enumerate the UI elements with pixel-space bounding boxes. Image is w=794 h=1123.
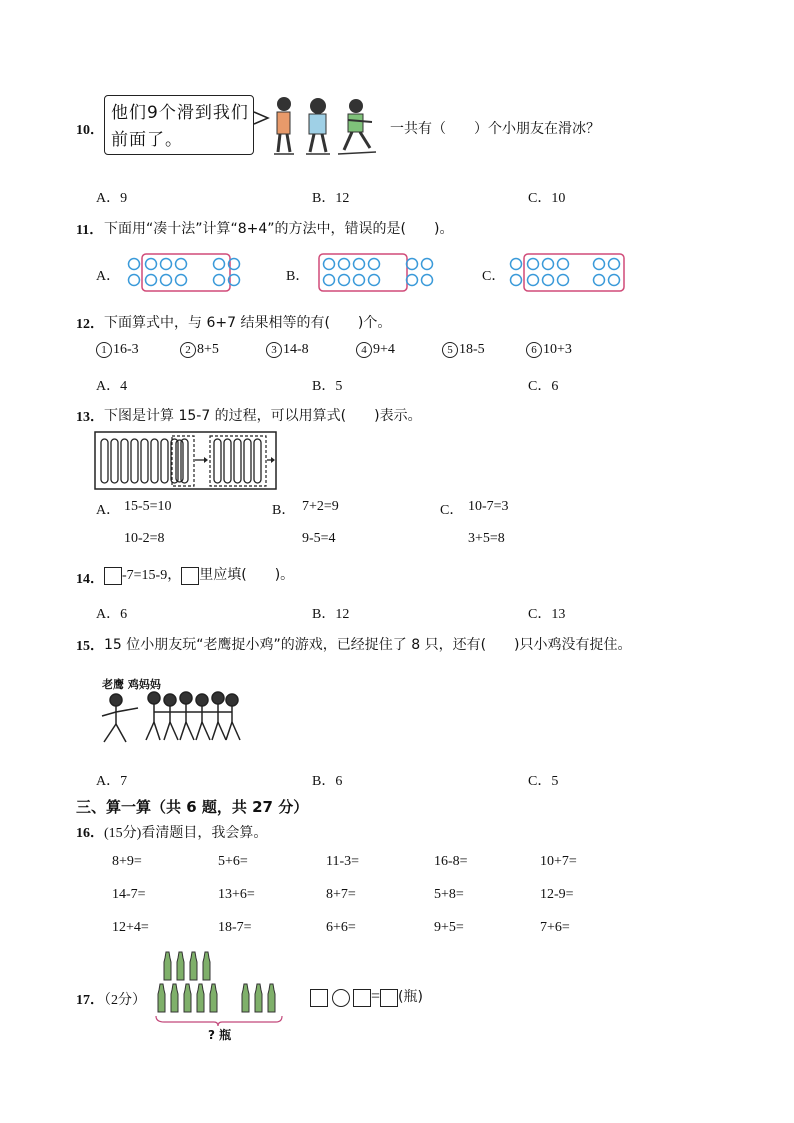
q14-option-c: C．13 (528, 607, 566, 622)
operator-circle (332, 989, 350, 1007)
bottle-icon (255, 984, 262, 1012)
calc-item: 5+8= (434, 887, 464, 902)
q12-option-b: B．5 (312, 379, 343, 394)
calc-item: 8+7= (326, 887, 356, 902)
q11-text: 下面用“凑十法”计算“8+4”的方法中，错误的是( )。 (104, 221, 454, 237)
bottle-icon (184, 984, 191, 1012)
speech-line-2: 前面了。 (111, 130, 183, 150)
q13-option-b-label: B． (272, 503, 296, 518)
q13-option-c-line2: 3+5=8 (468, 531, 505, 546)
q11-bead-diagram-c (510, 252, 628, 294)
q14-text-a: -7=15-9， (122, 568, 182, 583)
q12-item-5-expr: 18-5 (459, 342, 485, 358)
q11-option-b-label: B． (286, 269, 310, 284)
q12-item-6-expr: 10+3 (543, 342, 572, 358)
q16-number: 16． (76, 826, 104, 841)
q17-points: （2分） (104, 993, 146, 1008)
q12-text: 下面算式中，与 6+7 结果相等的有( )个。 (104, 315, 392, 331)
q13-option-a-line2: 10-2=8 (124, 531, 165, 546)
bottle-icon (203, 952, 210, 980)
q11-option-a-label: A． (96, 269, 121, 284)
q17-number: 17． (76, 993, 104, 1008)
bottle-icon (268, 984, 275, 1012)
q12-item-1 (96, 342, 139, 358)
bottle-icon (177, 952, 184, 980)
q17-header (76, 989, 146, 1009)
answer-box (380, 989, 398, 1007)
equals-sign: = (371, 988, 381, 1005)
q12-item-3 (266, 342, 309, 358)
circled-number-6: 6 (526, 342, 542, 358)
q16-header (76, 822, 267, 842)
q12-item-3-expr: 14-8 (283, 342, 309, 358)
calc-item: 8+9= (112, 854, 142, 869)
q10-number: 10． (76, 123, 104, 138)
q16-points: (15分) (104, 826, 142, 841)
circled-number-4: 4 (356, 342, 372, 358)
q13-option-c-line1: 10-7=3 (468, 499, 509, 514)
q15-option-b: B．6 (312, 774, 343, 789)
bottle-icon (158, 984, 165, 1012)
q12-item-4-expr: 9+4 (373, 342, 395, 358)
q12-item-6 (526, 342, 572, 358)
bottle-icon (242, 984, 249, 1012)
unit-label: (瓶) (398, 989, 423, 1005)
q15-option-c: C．5 (528, 774, 559, 789)
bottle-icon (210, 984, 217, 1012)
q15-text: 15 位小朋友玩“老鹰捉小鸡”的游戏，已经捉住了 8 只，还有( )只小鸡没有捉住。 (104, 637, 632, 653)
q10-option-c: C．10 (528, 191, 566, 206)
q12-item-4 (356, 342, 395, 358)
q12-option-a: A．4 (96, 379, 128, 394)
circled-number-1: 1 (96, 342, 112, 358)
q14-option-b: B．12 (312, 607, 350, 622)
q12-item-2 (180, 342, 219, 358)
calc-item: 7+6= (540, 920, 570, 935)
brace-icon (156, 1016, 282, 1026)
calc-item: 18-7= (218, 920, 252, 935)
speech-bubble (104, 95, 254, 155)
q11-bead-diagram-b (318, 252, 436, 294)
answer-box (353, 989, 371, 1007)
q10-option-a: A．9 (96, 191, 128, 206)
q11-number: 11． (76, 223, 104, 238)
calc-item: 12-9= (540, 887, 574, 902)
q13-number: 13． (76, 410, 104, 425)
q11-option-c-label: C． (482, 269, 506, 284)
bottle-icon (171, 984, 178, 1012)
calc-item: 10+7= (540, 854, 577, 869)
q13-stick-diagram (94, 431, 278, 491)
q13-option-b-line1: 7+2=9 (302, 499, 339, 514)
q15-option-a: A．7 (96, 774, 128, 789)
q13-text: 下图是计算 15-7 的过程，可以用算式( )表示。 (104, 408, 422, 424)
bottle-icon (190, 952, 197, 980)
q14-text (104, 564, 294, 585)
q12-option-c: C．6 (528, 379, 559, 394)
q14-text-b: 里应填( )。 (199, 567, 295, 583)
answer-box (310, 989, 328, 1007)
circled-number-5: 5 (442, 342, 458, 358)
calc-item: 9+5= (434, 920, 464, 935)
circled-number-2: 2 (180, 342, 196, 358)
q13-option-a-line1: 15-5=10 (124, 499, 172, 514)
bottles-picture (154, 950, 286, 1030)
q10-option-b: B．12 (312, 191, 350, 206)
calc-item: 6+6= (326, 920, 356, 935)
q10-question: 一共有（ ）个小朋友在滑冰？ (390, 121, 600, 137)
q13-option-a-label: A． (96, 503, 121, 518)
bottle-icon (197, 984, 204, 1012)
calc-item: 14-7= (112, 887, 146, 902)
skating-children-icon (268, 92, 388, 160)
section-title: 三、算一算（共 6 题，共 27 分） (76, 798, 309, 816)
q12-item-2-expr: 8+5 (197, 342, 219, 358)
speech-line-1: 他们9个滑到我们 (111, 103, 249, 123)
q16-text: 看清题目，我会算。 (141, 825, 268, 841)
circled-number-3: 3 (266, 342, 282, 358)
q14-number: 14． (76, 572, 104, 587)
q13-option-c-label: C． (440, 503, 464, 518)
q12-number: 12． (76, 317, 104, 332)
calc-item: 5+6= (218, 854, 248, 869)
calc-item: 13+6= (218, 887, 255, 902)
calc-item: 11-3= (326, 854, 360, 869)
q14-option-a: A．6 (96, 607, 128, 622)
answer-box (104, 567, 122, 585)
q15-number: 15． (76, 639, 104, 654)
q11-bead-diagram-a (128, 252, 243, 294)
calc-item: 12+4= (112, 920, 149, 935)
q15-picture-label: 老鹰 鸡妈妈 (102, 678, 161, 691)
q13-option-b-line2: 9-5=4 (302, 531, 336, 546)
answer-box (181, 567, 199, 585)
q12-item-5 (442, 342, 485, 358)
calc-item: 16-8= (434, 854, 468, 869)
bottle-icon (164, 952, 171, 980)
q17-equation (310, 986, 423, 1007)
q17-brace-label: ? 瓶 (208, 1028, 232, 1042)
eagle-chicken-game-picture (98, 690, 244, 748)
q12-item-1-expr: 16-3 (113, 342, 139, 358)
